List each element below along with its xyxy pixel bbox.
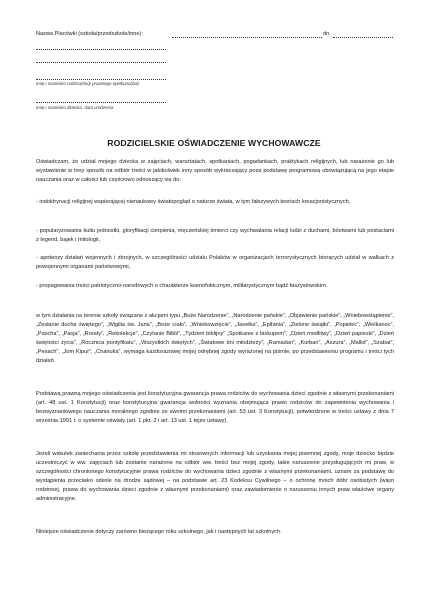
school-name-label: Nazwa Placówki (szkoła/przedszkole/inne):	[36, 31, 143, 37]
date-label: dn.	[323, 31, 331, 37]
events-paragraph: w tym działania na terenie szkoły związane z akcjami typu „Boże Narodzenie”, „Narodzenie pańskie”, „Objawienie pańskie”, „Wniebowstąpienie”, „Zesłanie ducha świętego”, „Wigilia św. Jana”, „Boże ciało”, „Wniebowzięcie”, „Jasełka”, „Epifania”, „Zielone świątki”, „Popielec”, „Wielkanoc”, „Pascha”, „Pasja”, „Roraty”, „Rekolekcje”, „Czytanie Biblii”, „Tydzień biblijny” „Spotkanie z biskupem”, „Dzień modlitwy”, „Dzień papieski”, „Dzień świętości życia”, „Rocznica pontyfikatu”, „Wszystkich świętych”, „Światowe dni młodzieży”, „Ramadan”, „Kurban”, „Aszura”, „Mallid”, „Szabat”, „Pesach”, „Jom Kipur”, „Chanuka”, wymaga każdorazowej mojej odrębnej zgody wyrażonej na piśmie, po przedstawieniu programu i treści tych działań.	[36, 313, 394, 364]
list-item-war: - apoteozy działań wojennych i zbrojnych, w szczególności udziału Polaków w organizacjach terrorystycznych biorących udział w walkach z powojennymi organami państwowymi,	[36, 255, 394, 270]
list-item-cult: - popularyzowania kultu jednostki, gloryfikacji cierpienia, męczeńskiej śmierci czy wychwalania relacji ludzi z duchami, bóstwami lub postaciami z legend, bajek i mitologii,	[36, 228, 394, 243]
school-name-line-3	[36, 62, 166, 63]
list-item-indoctrination: - indoktrynacji religijnej wspierającej nienaukowy światopogląd o naturze świata, w tym fałszywych teoriach kreacjonistycznych,	[36, 199, 351, 205]
parent-name-line	[36, 79, 166, 80]
violation-paragraph: Jeżeli wskutek zaniechania przez szkołę przedstawienia mi stosownych informacji lub uzyskania mojej pisemnej zgody, moje dziecko będzie uczestniczyć w ww. zajęciach lub zostanie narażone na odbiór ww. treści bez mojej zgody, takie naruszenie przysługujących mi praw, w szczególności chronionego konstytucyjnie prawa rodziców do wychowania dzieci zgodnie z własnymi przekonaniami, uznam za podstawę do wystąpienia przeciwko szkole na drodze sądowej – na podstawie art. 23 Kodeksu Cywilnego – o ochronę moich dóbr osobistych (więzi rodzinnej, prawa do wychowania dzieci zgodnie z własnymi przekonaniami) oraz zawiadomienie o naruszeniu innych praw właściwe organy administracyjne.	[36, 451, 394, 502]
list-item-nationalism: - propagowania treści patriotyczno-narodowych o charakterze ksenofobicznym, militarystycznym bądź faszystowskim.	[36, 283, 328, 289]
school-name-field	[172, 37, 322, 38]
child-name-caption: Imię i nazwisko dziecka, data urodzenia	[36, 105, 114, 110]
legal-basis-paragraph: Podstawą prawną mojego oświadczenia jest konstytucyjna gwarancja prawa rodziców do wychowania dzieci zgodnie z własnymi przekonaniami (art. 48 ust. 1 Konstytucji) oraz konstytucyjna gwarancja wolności wyznania obejmująca prawo rodziców do zapewnienia wychowania i bezwyznaniowego nauczania moralnego zgodnie ze swoimi przekonaniami (art. 53 ust. 3 Konstytucji), potwierdzone w treści ustawy z dnia 7 września 1991 r. o systemie oświaty (art. 1 pkt. 2 i art. 13 ust. 1 tejże ustawy).	[36, 391, 394, 424]
parent-name-caption: Imię i nazwisko rodzica(ów)/ prawnego opiekuna(ów)	[36, 81, 139, 86]
school-name-line-2	[36, 49, 166, 50]
document-title: RODZICIELSKIE OŚWIADCZENIE WYCHOWAWCZE	[107, 138, 321, 148]
child-name-line	[36, 102, 166, 103]
date-field	[333, 37, 393, 38]
closing-paragraph: Niniejsze oświadczenie dotyczy zarówno bieżącego roku szkolnego, jak i następnych lat szkolnych.	[36, 529, 282, 535]
intro-paragraph: Oświadczam, że udział mojego dziecka w zajęciach, warsztatach, spotkaniach, pogadankach, praktykach religijnych, lub narażenie go lub wystawienie w inny sposób na odbiór treści w jakikolwiek inny sposób wykraczający poza podstawę programową obowiązującą na jego etapie nauczania oraz w całości lub częściowo odnoszący się do:	[36, 159, 394, 183]
